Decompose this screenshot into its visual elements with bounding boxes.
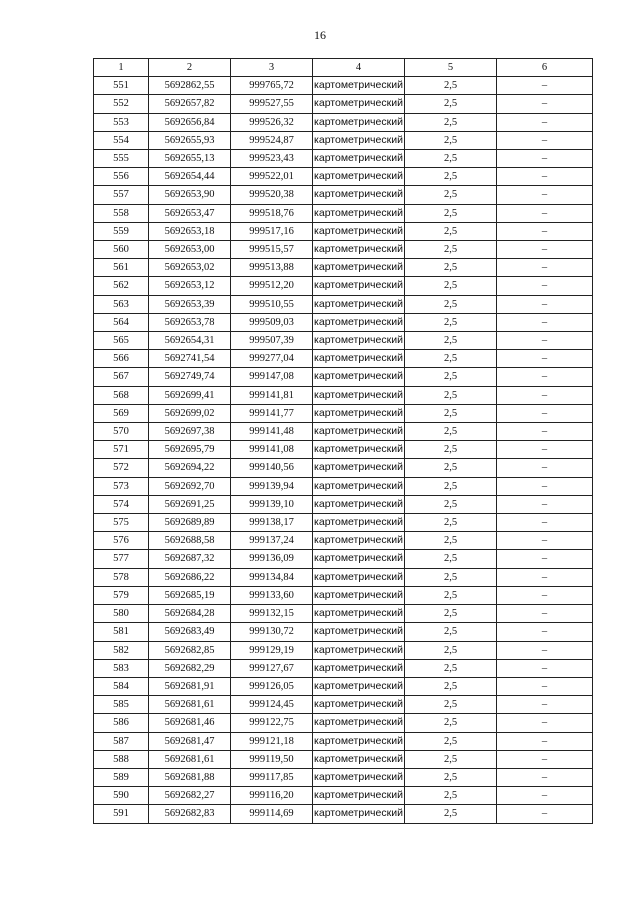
y-coordinate-cell: 999121,18 (231, 732, 313, 750)
x-coordinate-cell: 5692653,00 (149, 241, 231, 259)
y-coordinate-cell: 999765,72 (231, 77, 313, 95)
header-col-2: 2 (149, 59, 231, 77)
x-coordinate-cell: 5692741,54 (149, 350, 231, 368)
point-number-cell: 584 (94, 677, 149, 695)
note-cell: – (497, 805, 593, 823)
note-cell: – (497, 241, 593, 259)
method-cell: картометрический (313, 95, 405, 113)
table-row (94, 787, 593, 805)
note-cell: – (497, 714, 593, 732)
table-row (94, 532, 593, 550)
note-cell: – (497, 568, 593, 586)
note-cell: – (497, 313, 593, 331)
note-cell: – (497, 95, 593, 113)
x-coordinate-cell: 5692653,78 (149, 313, 231, 331)
accuracy-cell: 2,5 (405, 732, 497, 750)
method-cell: картометрический (313, 313, 405, 331)
point-number-cell: 552 (94, 95, 149, 113)
method-cell: картометрический (313, 623, 405, 641)
note-cell: – (497, 404, 593, 422)
accuracy-cell: 2,5 (405, 332, 497, 350)
accuracy-cell: 2,5 (405, 204, 497, 222)
y-coordinate-cell: 999141,81 (231, 386, 313, 404)
point-number-cell: 567 (94, 368, 149, 386)
x-coordinate-cell: 5692653,18 (149, 222, 231, 240)
accuracy-cell: 2,5 (405, 641, 497, 659)
x-coordinate-cell: 5692653,39 (149, 295, 231, 313)
method-cell: картометрический (313, 750, 405, 768)
note-cell: – (497, 641, 593, 659)
y-coordinate-cell: 999116,20 (231, 787, 313, 805)
accuracy-cell: 2,5 (405, 459, 497, 477)
x-coordinate-cell: 5692681,88 (149, 768, 231, 786)
point-number-cell: 560 (94, 241, 149, 259)
y-coordinate-cell: 999138,17 (231, 514, 313, 532)
note-cell: – (497, 441, 593, 459)
note-cell: – (497, 186, 593, 204)
y-coordinate-cell: 999139,10 (231, 495, 313, 513)
note-cell: – (497, 605, 593, 623)
x-coordinate-cell: 5692682,85 (149, 641, 231, 659)
x-coordinate-cell: 5692862,55 (149, 77, 231, 95)
method-cell: картометрический (313, 732, 405, 750)
table-row (94, 641, 593, 659)
table-row (94, 77, 593, 95)
table-row (94, 568, 593, 586)
point-number-cell: 553 (94, 113, 149, 131)
point-number-cell: 572 (94, 459, 149, 477)
table-row (94, 714, 593, 732)
method-cell: картометрический (313, 204, 405, 222)
x-coordinate-cell: 5692655,13 (149, 150, 231, 168)
method-cell: картометрический (313, 459, 405, 477)
table-row (94, 605, 593, 623)
table-row (94, 259, 593, 277)
point-number-cell: 558 (94, 204, 149, 222)
y-coordinate-cell: 999129,19 (231, 641, 313, 659)
note-cell: – (497, 659, 593, 677)
coordinates-table (93, 58, 593, 824)
table-row (94, 386, 593, 404)
header-col-4: 4 (313, 59, 405, 77)
x-coordinate-cell: 5692654,31 (149, 332, 231, 350)
accuracy-cell: 2,5 (405, 477, 497, 495)
method-cell: картометрический (313, 222, 405, 240)
method-cell: картометрический (313, 404, 405, 422)
point-number-cell: 587 (94, 732, 149, 750)
x-coordinate-cell: 5692653,12 (149, 277, 231, 295)
y-coordinate-cell: 999523,43 (231, 150, 313, 168)
table-row (94, 95, 593, 113)
accuracy-cell: 2,5 (405, 623, 497, 641)
x-coordinate-cell: 5692656,84 (149, 113, 231, 131)
point-number-cell: 559 (94, 222, 149, 240)
method-cell: картометрический (313, 696, 405, 714)
method-cell: картометрический (313, 186, 405, 204)
method-cell: картометрический (313, 423, 405, 441)
x-coordinate-cell: 5692681,46 (149, 714, 231, 732)
x-coordinate-cell: 5692657,82 (149, 95, 231, 113)
note-cell: – (497, 623, 593, 641)
y-coordinate-cell: 999140,56 (231, 459, 313, 477)
method-cell: картометрический (313, 768, 405, 786)
accuracy-cell: 2,5 (405, 768, 497, 786)
table-row (94, 131, 593, 149)
point-number-cell: 574 (94, 495, 149, 513)
y-coordinate-cell: 999137,24 (231, 532, 313, 550)
method-cell: картометрический (313, 113, 405, 131)
table-row (94, 113, 593, 131)
note-cell: – (497, 350, 593, 368)
y-coordinate-cell: 999117,85 (231, 768, 313, 786)
method-cell: картометрический (313, 532, 405, 550)
y-coordinate-cell: 999509,03 (231, 313, 313, 331)
note-cell: – (497, 787, 593, 805)
y-coordinate-cell: 999518,76 (231, 204, 313, 222)
point-number-cell: 565 (94, 332, 149, 350)
x-coordinate-cell: 5692749,74 (149, 368, 231, 386)
point-number-cell: 581 (94, 623, 149, 641)
x-coordinate-cell: 5692694,22 (149, 459, 231, 477)
point-number-cell: 573 (94, 477, 149, 495)
method-cell: картометрический (313, 131, 405, 149)
y-coordinate-cell: 999141,77 (231, 404, 313, 422)
header-col-1: 1 (94, 59, 149, 77)
accuracy-cell: 2,5 (405, 423, 497, 441)
point-number-cell: 586 (94, 714, 149, 732)
y-coordinate-cell: 999133,60 (231, 586, 313, 604)
table-row (94, 677, 593, 695)
table-row (94, 805, 593, 823)
x-coordinate-cell: 5692689,89 (149, 514, 231, 532)
method-cell: картометрический (313, 477, 405, 495)
y-coordinate-cell: 999124,45 (231, 696, 313, 714)
note-cell: – (497, 423, 593, 441)
x-coordinate-cell: 5692681,91 (149, 677, 231, 695)
accuracy-cell: 2,5 (405, 677, 497, 695)
table-row (94, 732, 593, 750)
accuracy-cell: 2,5 (405, 805, 497, 823)
y-coordinate-cell: 999119,50 (231, 750, 313, 768)
accuracy-cell: 2,5 (405, 750, 497, 768)
method-cell: картометрический (313, 368, 405, 386)
accuracy-cell: 2,5 (405, 514, 497, 532)
x-coordinate-cell: 5692688,58 (149, 532, 231, 550)
note-cell: – (497, 532, 593, 550)
y-coordinate-cell: 999524,87 (231, 131, 313, 149)
method-cell: картометрический (313, 586, 405, 604)
x-coordinate-cell: 5692653,47 (149, 204, 231, 222)
accuracy-cell: 2,5 (405, 113, 497, 131)
y-coordinate-cell: 999510,55 (231, 295, 313, 313)
note-cell: – (497, 204, 593, 222)
point-number-cell: 590 (94, 787, 149, 805)
accuracy-cell: 2,5 (405, 150, 497, 168)
point-number-cell: 579 (94, 586, 149, 604)
header-col-3: 3 (231, 59, 313, 77)
note-cell: – (497, 550, 593, 568)
method-cell: картометрический (313, 386, 405, 404)
method-cell: картометрический (313, 787, 405, 805)
point-number-cell: 563 (94, 295, 149, 313)
x-coordinate-cell: 5692682,83 (149, 805, 231, 823)
accuracy-cell: 2,5 (405, 714, 497, 732)
point-number-cell: 575 (94, 514, 149, 532)
accuracy-cell: 2,5 (405, 277, 497, 295)
point-number-cell: 562 (94, 277, 149, 295)
note-cell: – (497, 459, 593, 477)
point-number-cell: 564 (94, 313, 149, 331)
point-number-cell: 578 (94, 568, 149, 586)
y-coordinate-cell: 999507,39 (231, 332, 313, 350)
table-row (94, 404, 593, 422)
table-row (94, 623, 593, 641)
accuracy-cell: 2,5 (405, 313, 497, 331)
x-coordinate-cell: 5692682,27 (149, 787, 231, 805)
note-cell: – (497, 768, 593, 786)
note-cell: – (497, 77, 593, 95)
x-coordinate-cell: 5692699,02 (149, 404, 231, 422)
method-cell: картометрический (313, 241, 405, 259)
x-coordinate-cell: 5692691,25 (149, 495, 231, 513)
y-coordinate-cell: 999139,94 (231, 477, 313, 495)
y-coordinate-cell: 999134,84 (231, 568, 313, 586)
table-row (94, 550, 593, 568)
point-number-cell: 551 (94, 77, 149, 95)
x-coordinate-cell: 5692695,79 (149, 441, 231, 459)
x-coordinate-cell: 5692654,44 (149, 168, 231, 186)
method-cell: картометрический (313, 514, 405, 532)
x-coordinate-cell: 5692681,61 (149, 750, 231, 768)
x-coordinate-cell: 5692681,47 (149, 732, 231, 750)
point-number-cell: 576 (94, 532, 149, 550)
note-cell: – (497, 277, 593, 295)
note-cell: – (497, 514, 593, 532)
accuracy-cell: 2,5 (405, 241, 497, 259)
x-coordinate-cell: 5692692,70 (149, 477, 231, 495)
accuracy-cell: 2,5 (405, 259, 497, 277)
x-coordinate-cell: 5692682,29 (149, 659, 231, 677)
y-coordinate-cell: 999517,16 (231, 222, 313, 240)
accuracy-cell: 2,5 (405, 222, 497, 240)
note-cell: – (497, 150, 593, 168)
method-cell: картометрический (313, 641, 405, 659)
accuracy-cell: 2,5 (405, 368, 497, 386)
y-coordinate-cell: 999513,88 (231, 259, 313, 277)
accuracy-cell: 2,5 (405, 495, 497, 513)
accuracy-cell: 2,5 (405, 350, 497, 368)
y-coordinate-cell: 999132,15 (231, 605, 313, 623)
x-coordinate-cell: 5692699,41 (149, 386, 231, 404)
table-row (94, 477, 593, 495)
x-coordinate-cell: 5692687,32 (149, 550, 231, 568)
point-number-cell: 577 (94, 550, 149, 568)
method-cell: картометрический (313, 77, 405, 95)
x-coordinate-cell: 5692683,49 (149, 623, 231, 641)
method-cell: картометрический (313, 605, 405, 623)
x-coordinate-cell: 5692681,61 (149, 696, 231, 714)
method-cell: картометрический (313, 350, 405, 368)
y-coordinate-cell: 999522,01 (231, 168, 313, 186)
table-row (94, 313, 593, 331)
table-row (94, 459, 593, 477)
accuracy-cell: 2,5 (405, 441, 497, 459)
method-cell: картометрический (313, 259, 405, 277)
table-row (94, 168, 593, 186)
y-coordinate-cell: 999526,32 (231, 113, 313, 131)
accuracy-cell: 2,5 (405, 605, 497, 623)
point-number-cell: 582 (94, 641, 149, 659)
header-col-5: 5 (405, 59, 497, 77)
point-number-cell: 585 (94, 696, 149, 714)
table-row (94, 150, 593, 168)
point-number-cell: 571 (94, 441, 149, 459)
method-cell: картометрический (313, 659, 405, 677)
point-number-cell: 555 (94, 150, 149, 168)
point-number-cell: 557 (94, 186, 149, 204)
table-header-row (94, 59, 593, 77)
method-cell: картометрический (313, 805, 405, 823)
method-cell: картометрический (313, 495, 405, 513)
x-coordinate-cell: 5692685,19 (149, 586, 231, 604)
y-coordinate-cell: 999277,04 (231, 350, 313, 368)
table-row (94, 332, 593, 350)
point-number-cell: 568 (94, 386, 149, 404)
table-row (94, 441, 593, 459)
y-coordinate-cell: 999126,05 (231, 677, 313, 695)
table-row (94, 750, 593, 768)
accuracy-cell: 2,5 (405, 586, 497, 604)
table-body (94, 77, 593, 823)
y-coordinate-cell: 999147,08 (231, 368, 313, 386)
accuracy-cell: 2,5 (405, 404, 497, 422)
table-row (94, 495, 593, 513)
method-cell: картометрический (313, 568, 405, 586)
accuracy-cell: 2,5 (405, 131, 497, 149)
y-coordinate-cell: 999515,57 (231, 241, 313, 259)
accuracy-cell: 2,5 (405, 568, 497, 586)
note-cell: – (497, 750, 593, 768)
note-cell: – (497, 495, 593, 513)
table-row (94, 768, 593, 786)
table-row (94, 586, 593, 604)
y-coordinate-cell: 999136,09 (231, 550, 313, 568)
accuracy-cell: 2,5 (405, 787, 497, 805)
point-number-cell: 554 (94, 131, 149, 149)
header-col-6: 6 (497, 59, 593, 77)
point-number-cell: 583 (94, 659, 149, 677)
table-row (94, 295, 593, 313)
accuracy-cell: 2,5 (405, 77, 497, 95)
accuracy-cell: 2,5 (405, 186, 497, 204)
note-cell: – (497, 586, 593, 604)
table-row (94, 423, 593, 441)
y-coordinate-cell: 999141,48 (231, 423, 313, 441)
x-coordinate-cell: 5692697,38 (149, 423, 231, 441)
method-cell: картометрический (313, 441, 405, 459)
page-number: 16 (314, 28, 326, 42)
y-coordinate-cell: 999520,38 (231, 186, 313, 204)
method-cell: картометрический (313, 332, 405, 350)
method-cell: картометрический (313, 550, 405, 568)
method-cell: картометрический (313, 277, 405, 295)
x-coordinate-cell: 5692684,28 (149, 605, 231, 623)
accuracy-cell: 2,5 (405, 386, 497, 404)
point-number-cell: 556 (94, 168, 149, 186)
note-cell: – (497, 368, 593, 386)
y-coordinate-cell: 999141,08 (231, 441, 313, 459)
y-coordinate-cell: 999127,67 (231, 659, 313, 677)
point-number-cell: 589 (94, 768, 149, 786)
point-number-cell: 561 (94, 259, 149, 277)
y-coordinate-cell: 999122,75 (231, 714, 313, 732)
table-row (94, 186, 593, 204)
method-cell: картометрический (313, 168, 405, 186)
table-row (94, 696, 593, 714)
y-coordinate-cell: 999527,55 (231, 95, 313, 113)
accuracy-cell: 2,5 (405, 295, 497, 313)
accuracy-cell: 2,5 (405, 532, 497, 550)
point-number-cell: 591 (94, 805, 149, 823)
table-row (94, 222, 593, 240)
accuracy-cell: 2,5 (405, 696, 497, 714)
x-coordinate-cell: 5692686,22 (149, 568, 231, 586)
x-coordinate-cell: 5692655,93 (149, 131, 231, 149)
method-cell: картометрический (313, 295, 405, 313)
note-cell: – (497, 677, 593, 695)
method-cell: картометрический (313, 150, 405, 168)
note-cell: – (497, 332, 593, 350)
note-cell: – (497, 168, 593, 186)
accuracy-cell: 2,5 (405, 95, 497, 113)
note-cell: – (497, 696, 593, 714)
table-row (94, 277, 593, 295)
table-row (94, 368, 593, 386)
note-cell: – (497, 222, 593, 240)
accuracy-cell: 2,5 (405, 168, 497, 186)
table-row (94, 350, 593, 368)
point-number-cell: 570 (94, 423, 149, 441)
note-cell: – (497, 259, 593, 277)
y-coordinate-cell: 999512,20 (231, 277, 313, 295)
method-cell: картометрический (313, 677, 405, 695)
y-coordinate-cell: 999130,72 (231, 623, 313, 641)
note-cell: – (497, 732, 593, 750)
table-row (94, 659, 593, 677)
point-number-cell: 566 (94, 350, 149, 368)
x-coordinate-cell: 5692653,02 (149, 259, 231, 277)
accuracy-cell: 2,5 (405, 550, 497, 568)
note-cell: – (497, 295, 593, 313)
accuracy-cell: 2,5 (405, 659, 497, 677)
table-row (94, 241, 593, 259)
point-number-cell: 580 (94, 605, 149, 623)
note-cell: – (497, 113, 593, 131)
table-row (94, 514, 593, 532)
note-cell: – (497, 386, 593, 404)
method-cell: картометрический (313, 714, 405, 732)
point-number-cell: 588 (94, 750, 149, 768)
note-cell: – (497, 131, 593, 149)
table-row (94, 204, 593, 222)
y-coordinate-cell: 999114,69 (231, 805, 313, 823)
note-cell: – (497, 477, 593, 495)
point-number-cell: 569 (94, 404, 149, 422)
x-coordinate-cell: 5692653,90 (149, 186, 231, 204)
